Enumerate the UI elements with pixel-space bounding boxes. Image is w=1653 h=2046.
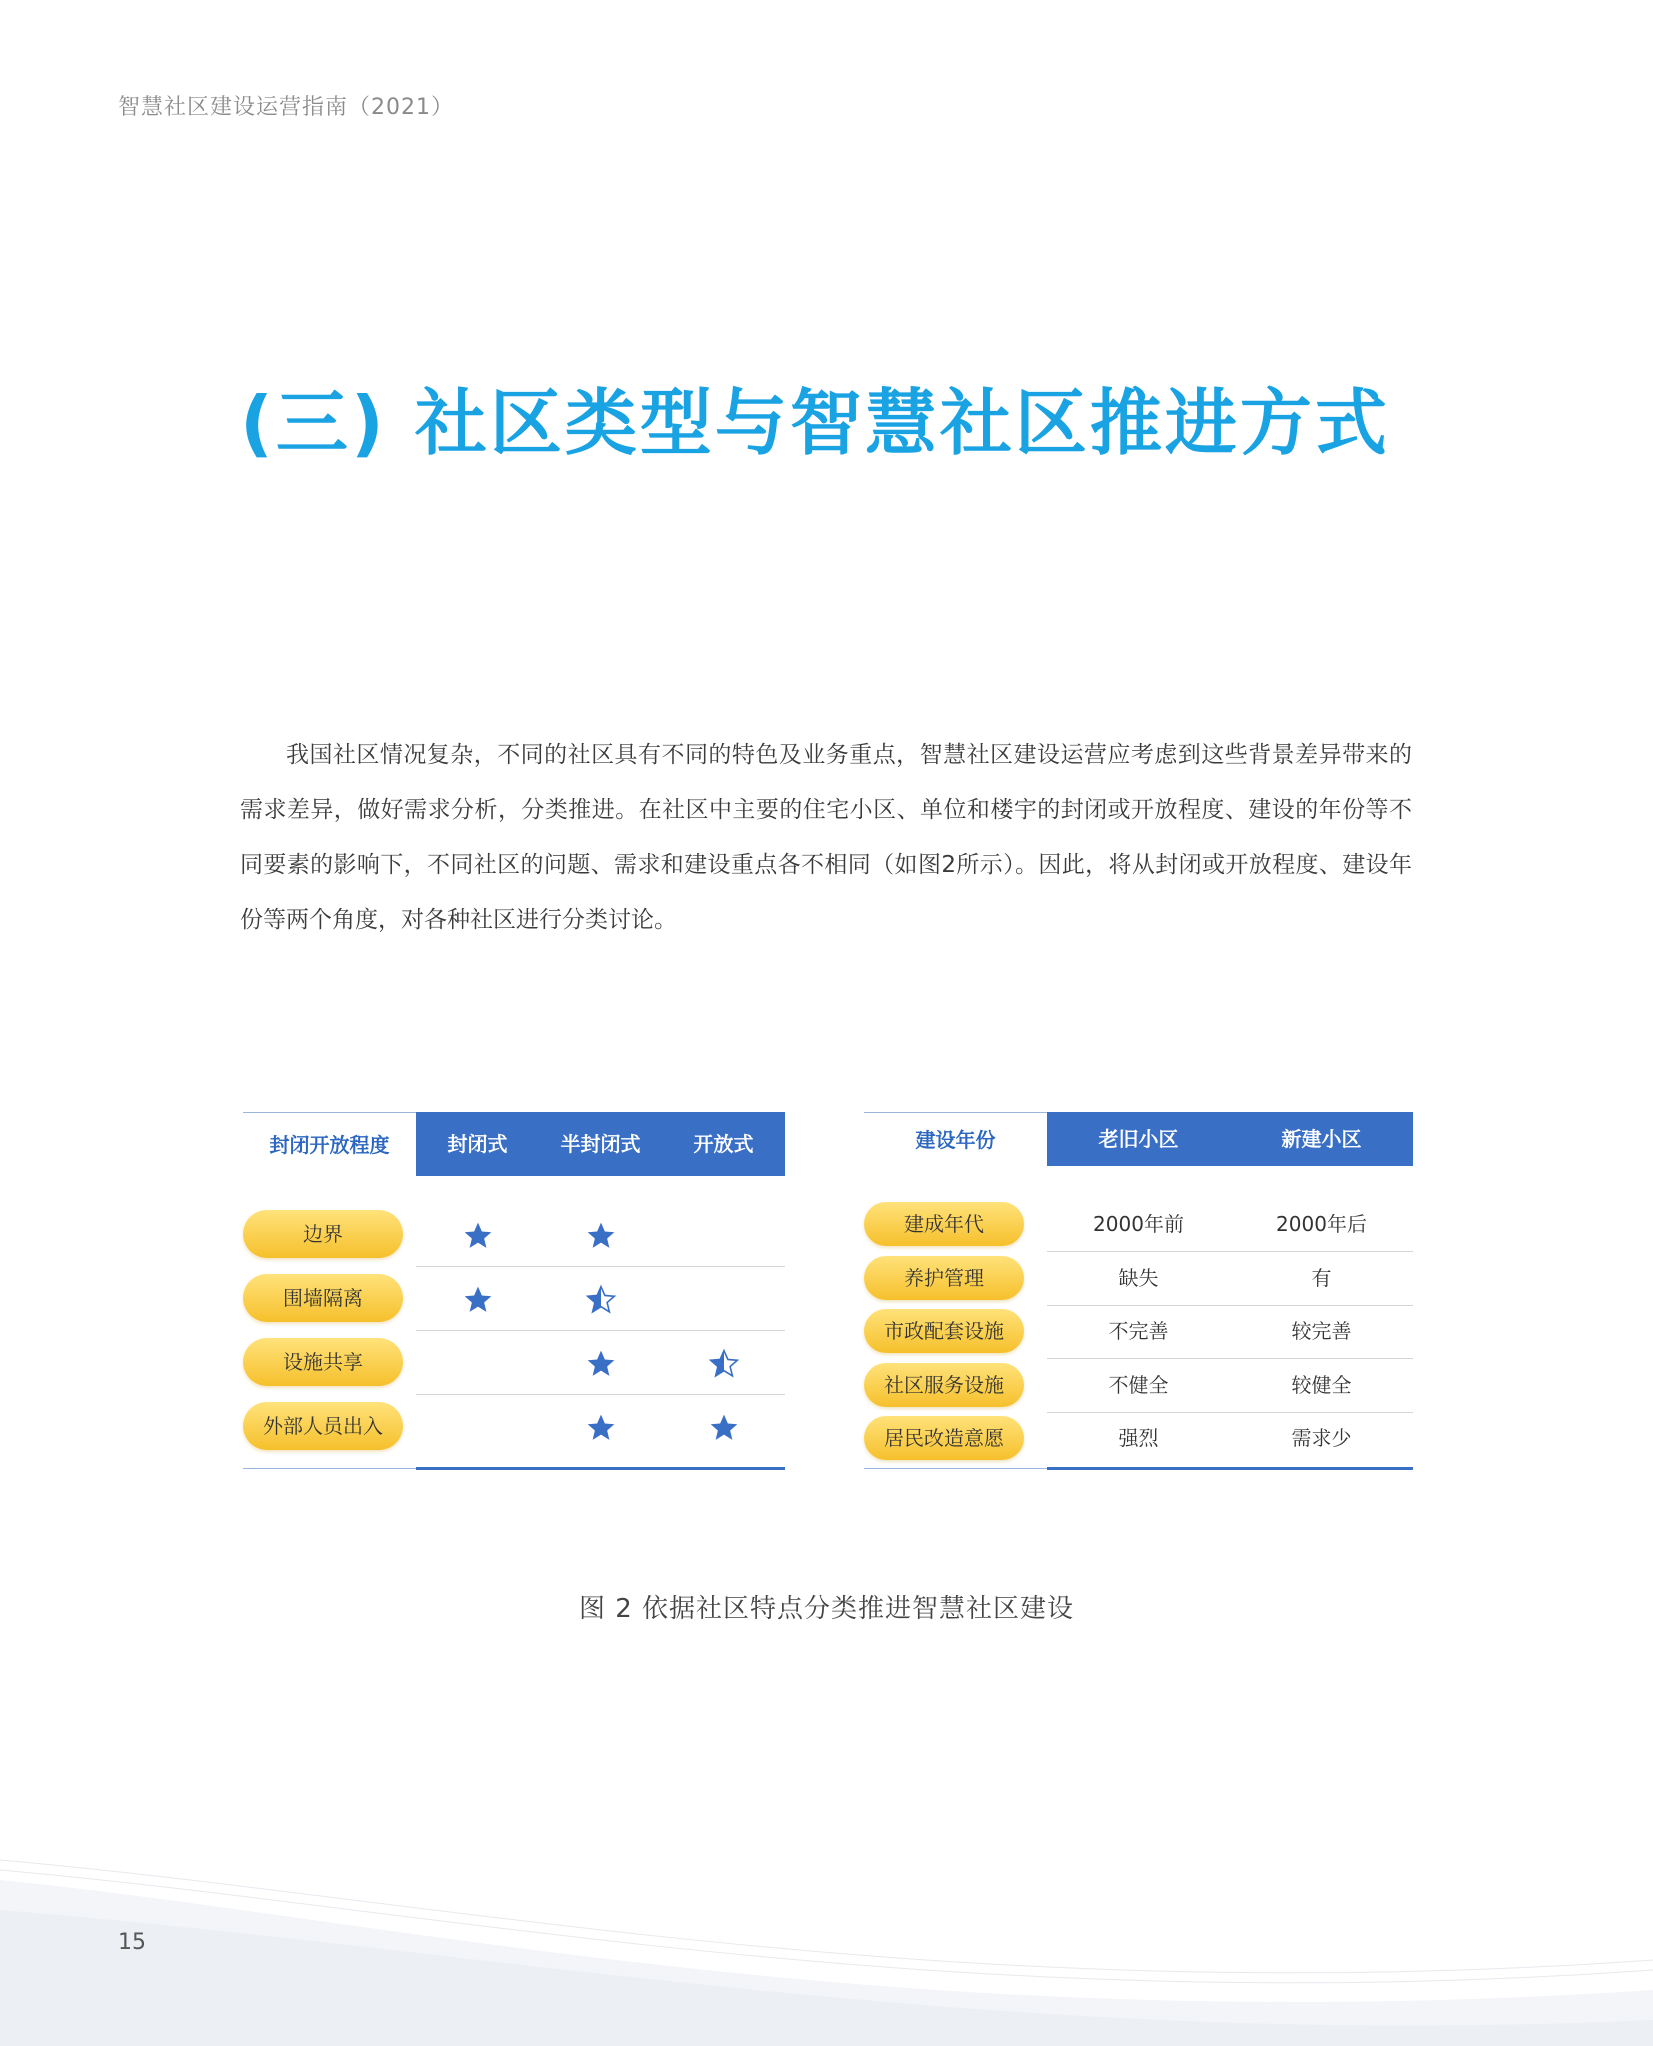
half-star-icon	[539, 1266, 662, 1330]
row-label-pill: 养护管理	[864, 1256, 1024, 1300]
openness-bottom-rule	[416, 1467, 785, 1470]
page-number: 15	[118, 1930, 146, 1955]
star-icon	[539, 1394, 662, 1458]
openness-table-header	[243, 1112, 785, 1176]
openness-header-label: 封闭开放程度	[243, 1112, 416, 1177]
decorative-wave	[0, 1840, 1653, 2046]
openness-row	[243, 1394, 785, 1458]
build-year-bottom-rule-label	[864, 1468, 1047, 1469]
star-icon	[539, 1202, 662, 1266]
old-community-value: 不健全	[1108, 1372, 1169, 1397]
new-community-value: 较健全	[1291, 1372, 1352, 1397]
half-star-icon	[662, 1330, 785, 1394]
column-header-closed: 封闭式	[447, 1132, 508, 1156]
empty-cell	[662, 1266, 785, 1330]
new-community-value: 有	[1311, 1265, 1332, 1290]
new-community-value: 2000年后	[1276, 1212, 1367, 1236]
row-label-pill: 市政配套设施	[864, 1309, 1024, 1353]
row-label-pill: 设施共享	[243, 1338, 403, 1386]
star-icon	[416, 1202, 539, 1266]
build-year-row	[864, 1252, 1413, 1305]
old-community-value: 2000年前	[1093, 1212, 1184, 1236]
empty-cell	[662, 1202, 785, 1266]
row-label-pill: 外部人员出入	[243, 1402, 403, 1450]
empty-cell	[416, 1330, 539, 1394]
build-year-row	[864, 1305, 1413, 1358]
openness-bottom-rule-label	[243, 1468, 416, 1469]
column-header-new: 新建小区	[1281, 1127, 1362, 1151]
figure	[243, 1112, 1413, 1472]
row-label-pill: 边界	[243, 1210, 403, 1258]
running-header: 智慧社区建设运营指南（2021）	[118, 95, 454, 120]
openness-row	[243, 1330, 785, 1394]
old-community-value: 不完善	[1108, 1319, 1169, 1343]
star-icon	[539, 1330, 662, 1394]
old-community-value: 强烈	[1118, 1426, 1159, 1450]
build-year-header-label: 建设年份	[864, 1112, 1047, 1167]
row-label-pill: 围墙隔离	[243, 1274, 403, 1322]
openness-row	[243, 1266, 785, 1330]
row-label-pill: 居民改造意愿	[864, 1416, 1024, 1460]
column-header-semi-closed: 半封闭式	[560, 1132, 641, 1156]
section-title: (三) 社区类型与智慧社区推进方式	[240, 381, 1390, 465]
body-text	[240, 728, 1412, 948]
build-year-table-header	[864, 1112, 1413, 1176]
new-community-value: 较完善	[1291, 1319, 1352, 1343]
build-year-row	[864, 1198, 1413, 1251]
star-icon	[662, 1394, 785, 1458]
build-year-row	[864, 1412, 1413, 1465]
body-paragraph: 我国社区情况复杂，不同的社区具有不同的特色及业务重点，智慧社区建设运营应考虑到这些背景差异带来的需求差异，做好需求分析，分类推进。在社区中主要的住宅小区、单位和楼宇的封闭或开放程度、建设的年份等不同要素的影响下，不同社区的问题、需求和建设重点各不相同（如图2所示）。因此，将从封闭或开放程度、建设年份等两个角度，对各种社区进行分类讨论。	[240, 742, 1412, 933]
openness-row	[243, 1202, 785, 1266]
old-community-value: 缺失	[1118, 1265, 1159, 1290]
new-community-value: 需求少	[1291, 1426, 1352, 1450]
column-header-open: 开放式	[693, 1132, 754, 1156]
build-year-bottom-rule	[1047, 1467, 1413, 1470]
empty-cell	[416, 1394, 539, 1458]
star-icon	[416, 1266, 539, 1330]
build-year-row	[864, 1359, 1413, 1412]
row-label-pill: 建成年代	[864, 1202, 1024, 1246]
row-label-pill: 社区服务设施	[864, 1363, 1024, 1407]
figure-caption: 图 2 依据社区特点分类推进智慧社区建设	[578, 1594, 1075, 1624]
column-header-old: 老旧小区	[1098, 1127, 1179, 1151]
